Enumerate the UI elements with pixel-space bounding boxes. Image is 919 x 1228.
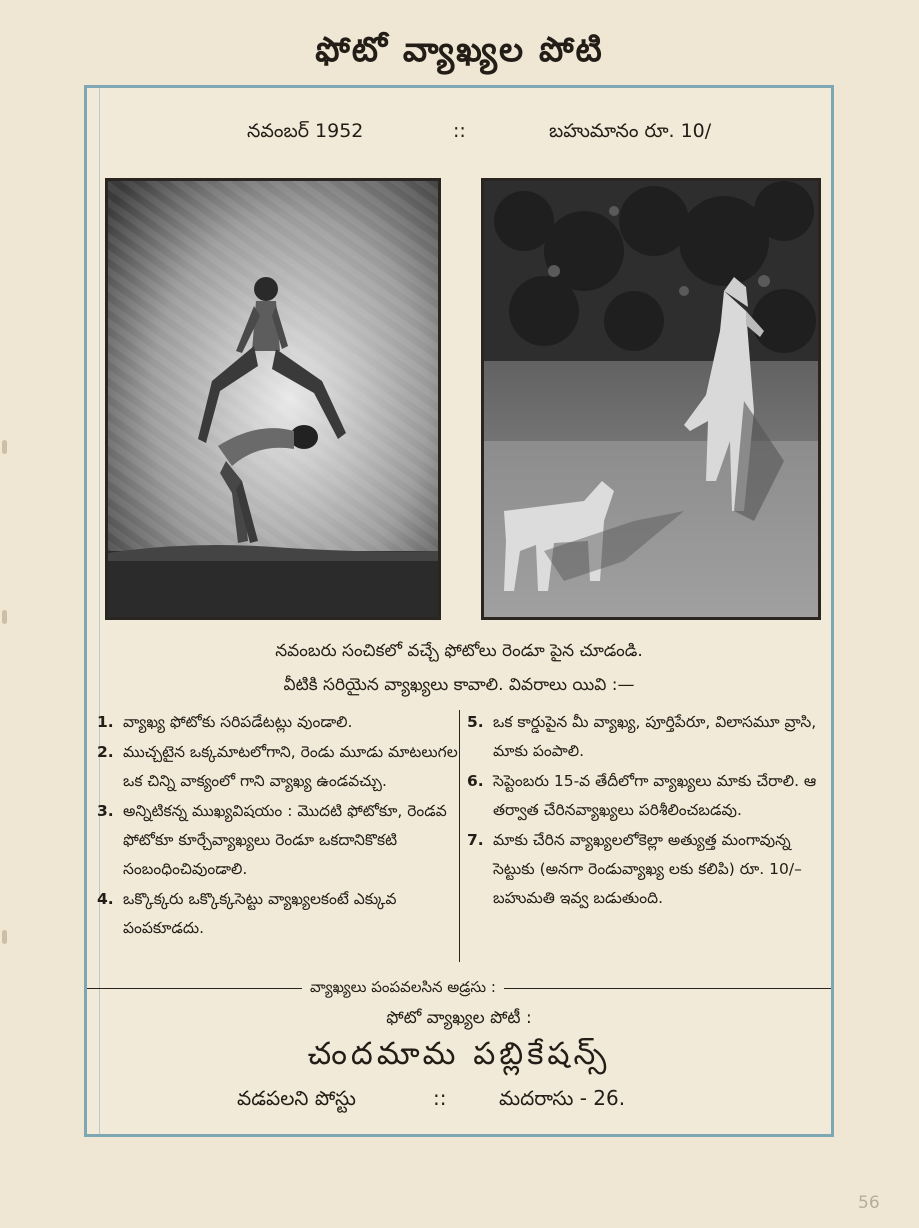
- rule-number: 6.: [467, 772, 484, 790]
- rule-item: [467, 826, 827, 913]
- publisher-name: చందమామ పబ్లికేషన్స్: [307, 1036, 611, 1072]
- page-title: ఫోటో వ్యాఖ్యల పోటి: [315, 30, 604, 70]
- rule-text: ముచ్చటైన ఒక్కమాటలోగాని, రెండు మూడు మాటలుగల ఒక చిన్ని వాక్యంలో గాని వ్యాఖ్య ఉండవచ్చు.: [123, 743, 458, 790]
- leapfrog-image: [108, 181, 438, 617]
- rules-right-column: [467, 708, 827, 914]
- intro-line-2: వీటికి సరియైన వ్యాఖ్యలు కావాలి. వివరాలు యివి :—: [283, 675, 635, 695]
- address-divider: [87, 978, 831, 998]
- issue-month: నవంబర్ 1952: [247, 120, 364, 142]
- rule-text: ఒక్కొక్కరు ఒక్కొక్కసెట్టు వ్యాఖ్యలకంటే ఎక్కువ పంపకూడదు.: [123, 890, 397, 937]
- rule-number: 3.: [97, 802, 114, 820]
- header-separator: ::: [453, 120, 466, 142]
- goats-image: [484, 181, 818, 617]
- rule-item: [467, 767, 827, 825]
- address-line-1: ఫోటో వ్యాఖ్యల పోటీ :: [386, 1008, 532, 1028]
- page-number-mark: 56: [858, 1193, 880, 1213]
- binding-hole: [2, 610, 7, 624]
- rule-number: 4.: [97, 890, 114, 908]
- intro-line-1: నవంబరు సంచికలో వచ్చే ఫోటోలు రెండూ పైన చూడండి.: [275, 641, 643, 661]
- rule-item: [97, 708, 459, 737]
- rule-item: [467, 708, 827, 766]
- rules-left-column: [97, 708, 459, 944]
- address-label: వ్యాఖ్యలు పంపవలసిన అడ్రసు :: [302, 978, 504, 1000]
- city-name: మదరాసు - 26.: [499, 1086, 626, 1110]
- rule-item: [97, 885, 459, 943]
- rule-item: [97, 738, 459, 796]
- binding-hole: [2, 440, 7, 454]
- column-divider: [459, 710, 460, 962]
- rule-text: మాకు చేరిన వ్యాఖ్యలలోకెల్లా అత్యుత్త మంగావున్న సెట్టుకు (అనగా రెండువ్యాఖ్య లకు కలిపి) రూ. 10/– బహుమతి ఇవ్వ బడుతుంది.: [493, 831, 802, 907]
- binding-hole: [2, 930, 7, 944]
- rule-number: 2.: [97, 743, 114, 761]
- rule-number: 1.: [97, 713, 114, 731]
- rule-text: ఒక కార్డుపైన మీ వ్యాఖ్య, పూర్తిపేరూ, విలాసమూ వ్రాసి, మాకు పంపాలి.: [493, 713, 817, 760]
- leapfrog-boys-photo: [105, 178, 441, 620]
- prize-amount: బహుమానం రూ. 10/: [549, 120, 712, 142]
- rule-text: అన్నిటికన్న ముఖ్యవిషయం : మొదటి ఫోటోకూ, రెండవ ఫోటోకూ కూర్చేవ్యాఖ్యలు రెండూ ఒకదానికొకటి సంబంధించివుండాలి.: [123, 802, 447, 878]
- rule-number: 7.: [467, 831, 484, 849]
- goats-grazing-photo: [481, 178, 821, 620]
- rule-number: 5.: [467, 713, 484, 731]
- post-office: వడపలని పోస్టు: [237, 1086, 356, 1110]
- rule-item: [97, 797, 459, 884]
- rule-text: సెప్టెంబరు 15-వ తేదీలోగా వ్యాఖ్యలు మాకు చేరాలి. ఆ తర్వాత చేరినవ్యాఖ్యలు పరిశీలించబడవు.: [493, 772, 817, 819]
- contest-frame: [84, 85, 834, 1137]
- rule-text: వ్యాఖ్య ఫోటోకు సరిపడేటట్లు వుండాలి.: [123, 713, 353, 731]
- city-separator: ::: [433, 1086, 447, 1110]
